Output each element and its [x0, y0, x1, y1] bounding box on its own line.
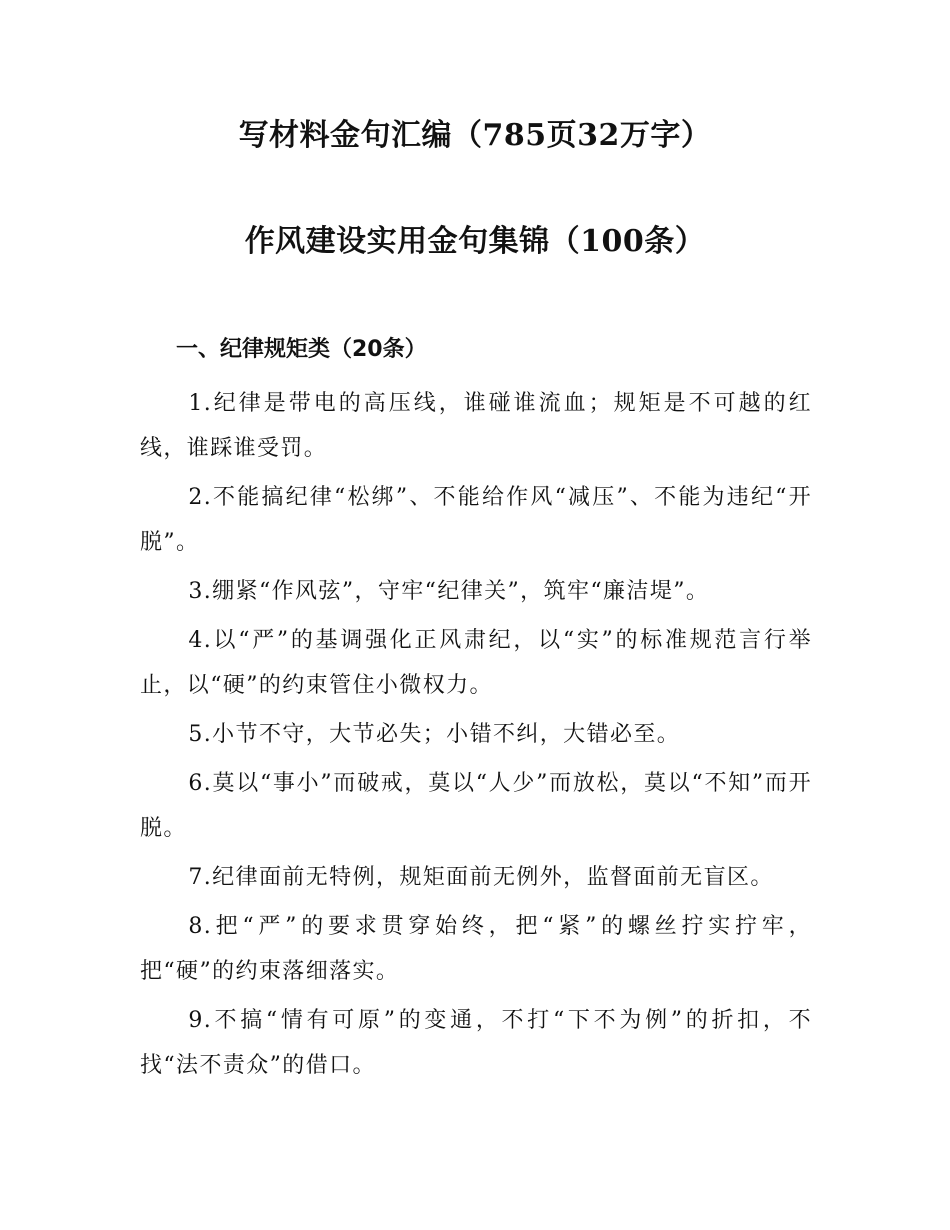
document-main-title: 写材料金句汇编（785页32万字）	[238, 118, 712, 153]
list-item: 9.不搞“情有可原”的变通，不打“下不为例”的折扣，不找“法不责众”的借口。	[140, 1008, 812, 1078]
list-item: 7.纪律面前无特例，规矩面前无例外，监督面前无盲区。	[188, 865, 774, 890]
list-item: 1.纪律是带电的高压线，谁碰谁流血；规矩是不可越的红线，谁踩谁受罚。	[140, 391, 812, 461]
list-item: 8.把“严”的要求贯穿始终，把“紧”的螺丝拧实拧牢，把“硬”的约束落细落实。	[140, 914, 812, 984]
document-sub-title: 作风建设实用金句集锦（100条）	[244, 224, 706, 259]
section-heading: 一、纪律规矩类（20条）	[176, 337, 427, 362]
list-item: 6.莫以“事小”而破戒，莫以“人少”而放松，莫以“不知”而开脱。	[140, 771, 812, 841]
list-item: 2.不能搞纪律“松绑”、不能给作风“减压”、不能为违纪“开脱”。	[140, 485, 812, 555]
list-item: 5.小节不守，大节必失；小错不纠，大错必至。	[188, 722, 681, 747]
list-item: 3.绷紧“作风弦”，守牢“纪律关”，筑牢“廉洁堤”。	[188, 579, 710, 604]
quote-list	[140, 381, 812, 1092]
list-item: 4.以“严”的基调强化正风肃纪，以“实”的标准规范言行举止，以“硬”的约束管住小微权力。	[140, 628, 812, 698]
